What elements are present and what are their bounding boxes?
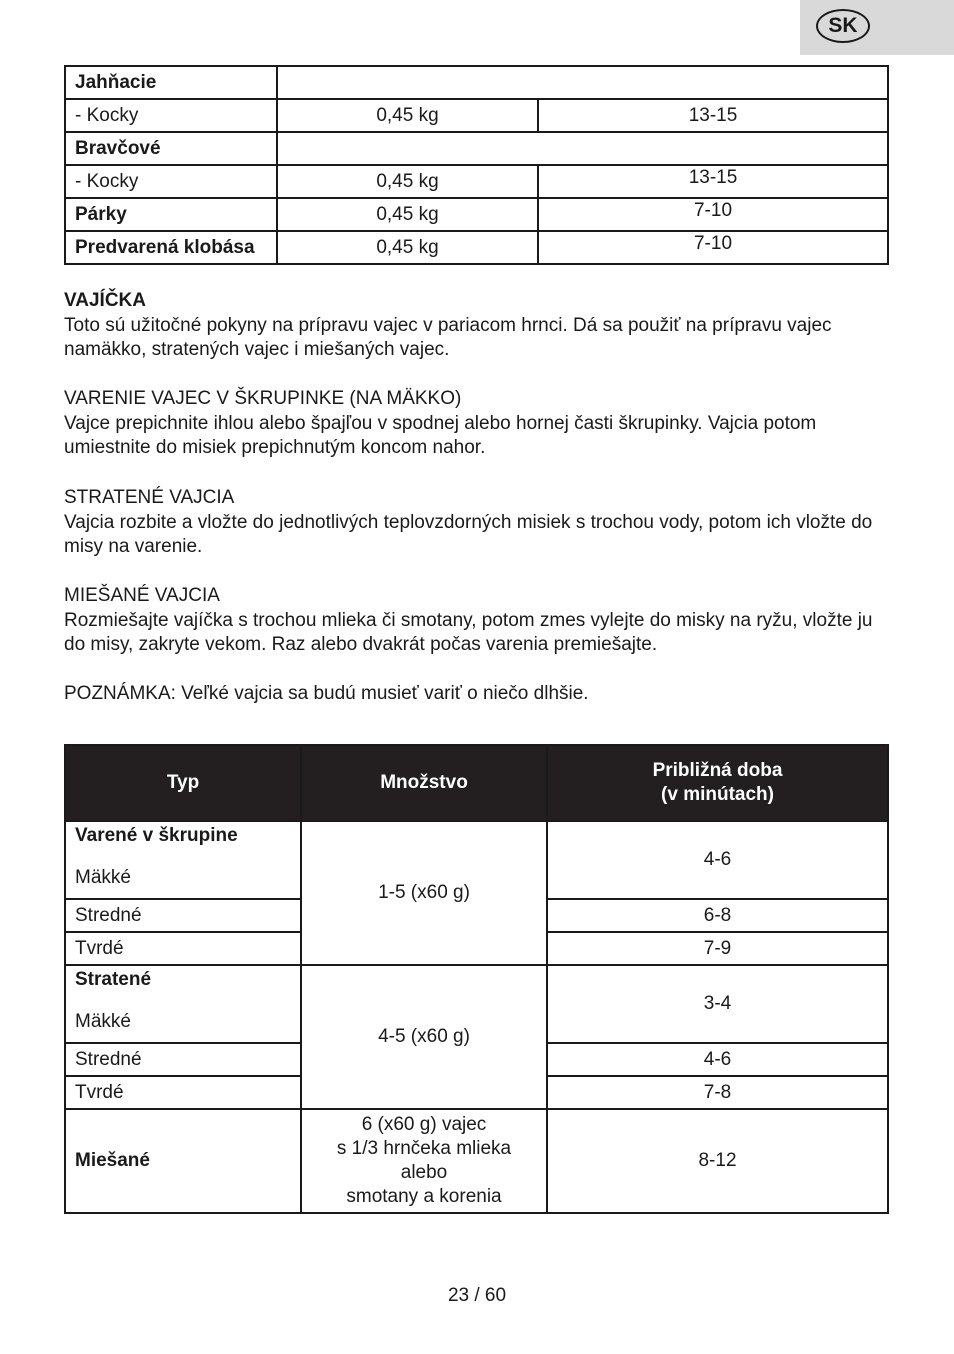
meat-name: Párky — [65, 198, 277, 231]
section-title: VARENIE VAJEC V ŠKRUPINKE (NA MÄKKO) — [64, 388, 462, 409]
eggs-heading: VAJÍČKA — [64, 290, 146, 311]
meat-name: Bravčové — [65, 132, 277, 165]
language-badge: SK — [816, 9, 870, 43]
doneness-label: Stredné — [65, 899, 301, 932]
table-row — [65, 132, 888, 165]
meat-qty: 0,45 kg — [277, 99, 538, 132]
meat-qty: 0,45 kg — [277, 165, 538, 198]
meat-time: 13-15 — [538, 165, 888, 198]
language-tab — [800, 0, 954, 55]
egg-table — [64, 744, 889, 1214]
table-row — [65, 99, 888, 132]
qty-cell: 1-5 (x60 g) — [301, 821, 547, 965]
qty-cell — [301, 1109, 547, 1213]
qty-line: smotany a korenia — [346, 1186, 502, 1207]
time-cell: 3-4 — [547, 965, 888, 1043]
empty-cell — [277, 66, 888, 99]
eggs-section — [64, 289, 894, 363]
header-type: Typ — [65, 745, 301, 821]
doneness-label: Mäkké — [75, 867, 131, 888]
doneness-label: Tvrdé — [65, 1076, 301, 1109]
meat-qty: 0,45 kg — [277, 231, 538, 264]
section-text: Vajcia rozbite a vložte do jednotlivých teplovzdorných misiek s trochou vody, potom ich vložte do misy na varenie. — [64, 511, 873, 557]
doneness-label: Mäkké — [75, 1011, 131, 1032]
header-time-line2: (v minútach) — [661, 784, 774, 805]
note-text: POZNÁMKA: Veľké vajcia sa budú musieť variť o niečo dlhšie. — [64, 683, 589, 704]
meat-qty: 0,45 kg — [277, 198, 538, 231]
meat-name: Jahňacie — [65, 66, 277, 99]
meat-time: 7-10 — [538, 231, 888, 264]
qty-cell: 4-5 (x60 g) — [301, 965, 547, 1109]
poached-section — [64, 486, 894, 560]
meat-name: - Kocky — [65, 99, 277, 132]
type-cell — [65, 965, 301, 1043]
section-text: Vajce prepichnite ihlou alebo špajľou v spodnej alebo hornej časti škrupinky. Vajcia potom umiestnite do misiek prepichnutým koncom nahor. — [64, 412, 817, 458]
eggs-intro: Toto sú užitočné pokyny na prípravu vajec v pariacom hrnci. Dá sa použiť na prípravu vajec namäkko, stratených vajec i miešaných vajec. — [64, 314, 832, 360]
scrambled-section — [64, 584, 894, 658]
time-cell: 7-9 — [547, 932, 888, 965]
type-cell: Miešané — [65, 1109, 301, 1213]
qty-line: s 1/3 hrnčeka mlieka — [336, 1138, 512, 1159]
time-cell: 4-6 — [547, 821, 888, 899]
meat-name: - Kocky — [65, 165, 277, 198]
group-label: Varené v škrupine — [75, 825, 238, 846]
meat-time: 13-15 — [538, 99, 888, 132]
empty-cell — [277, 132, 888, 165]
page-number: 23 / 60 — [447, 1285, 507, 1306]
table-row — [65, 198, 888, 231]
qty-line: 6 (x60 g) vajec — [361, 1114, 487, 1135]
time-cell: 4-6 — [547, 1043, 888, 1076]
qty-line: alebo — [400, 1162, 448, 1183]
table-row — [65, 821, 888, 899]
header-time-line1: Približná doba — [652, 760, 783, 781]
header-time — [547, 745, 888, 821]
meat-table — [64, 65, 889, 265]
section-text: Rozmiešajte vajíčka s trochou mlieka či smotany, potom zmes vylejte do misky na ryžu, vložte ju do misy, zakryte vekom. Raz alebo dvakrát počas varenia premiešajte. — [64, 609, 873, 655]
group-label: Stratené — [75, 969, 152, 990]
doneness-label: Stredné — [65, 1043, 301, 1076]
table-row — [65, 66, 888, 99]
table-row — [65, 965, 888, 1043]
header-qty: Množstvo — [301, 745, 547, 821]
doneness-label: Tvrdé — [65, 932, 301, 965]
time-cell: 6-8 — [547, 899, 888, 932]
type-cell — [65, 821, 301, 899]
time-cell: 8-12 — [547, 1109, 888, 1213]
table-row — [65, 165, 888, 198]
time-cell: 7-8 — [547, 1076, 888, 1109]
table-row — [65, 1109, 888, 1213]
table-header-row — [65, 745, 888, 821]
meat-time: 7-10 — [538, 198, 888, 231]
table-row — [65, 231, 888, 264]
section-title: STRATENÉ VAJCIA — [64, 487, 235, 508]
note — [64, 682, 894, 707]
meat-name: Predvarená klobása — [65, 231, 277, 264]
boiled-section — [64, 387, 894, 461]
section-title: MIEŠANÉ VAJCIA — [64, 585, 220, 606]
